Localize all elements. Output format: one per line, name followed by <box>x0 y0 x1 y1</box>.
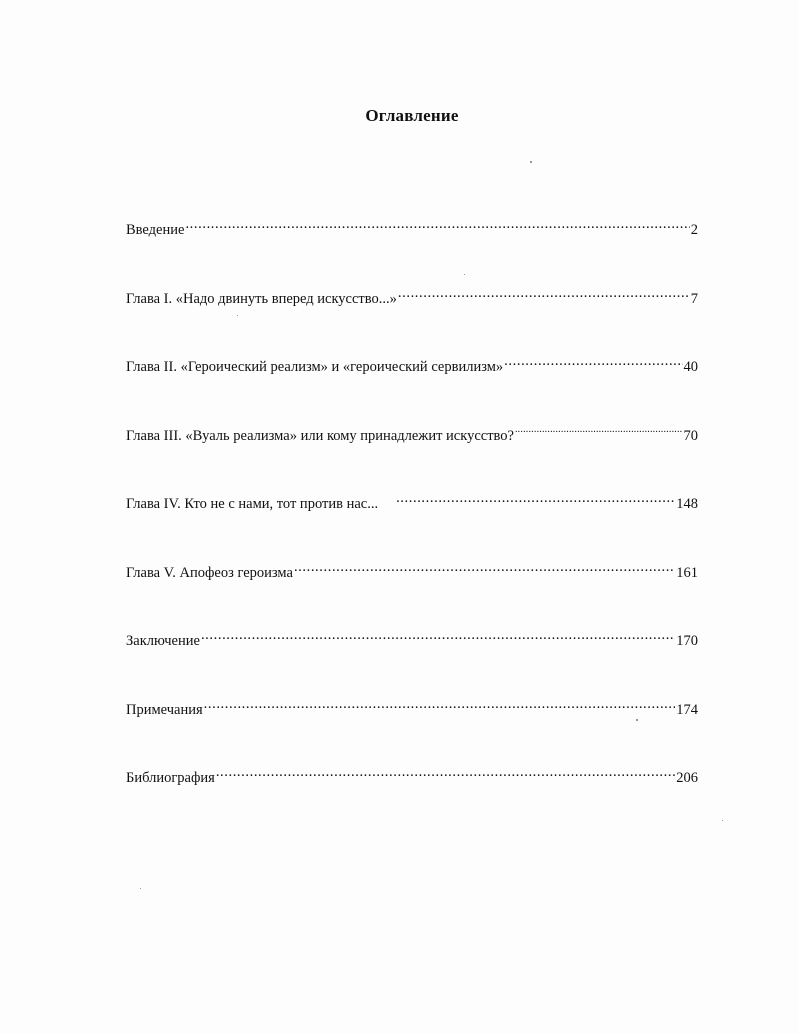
dot-leader <box>201 625 675 645</box>
toc-entry-label: Библиография <box>126 770 215 786</box>
scan-speck <box>636 719 638 721</box>
scan-speck <box>530 161 532 163</box>
toc-entry-page: 161 <box>676 564 698 581</box>
page-title: Оглавление <box>365 106 459 125</box>
toc-entry-chapter-2 <box>126 351 698 420</box>
toc-entry-bibliography <box>126 762 698 831</box>
scan-speck <box>722 820 723 821</box>
toc-entry-label: Глава V. Апофеоз героизма <box>126 564 293 581</box>
toc-entry-label: Глава IV. Кто не с нами, тот против нас... <box>126 496 379 512</box>
dot-leader <box>204 694 676 714</box>
toc-entry-label: Глава II. «Героический реализм» и «героический сервилизм» <box>126 359 504 375</box>
toc-entry-page: 70 <box>683 427 698 444</box>
scan-speck <box>237 315 238 316</box>
toc-entry-label: Глава III. «Вуаль реализма» или кому принадлежит искусство? <box>126 427 514 444</box>
toc-entry-notes <box>126 694 698 763</box>
dot-leader <box>294 557 675 577</box>
scan-speck <box>140 888 141 889</box>
toc-entry-page: 174 <box>676 701 698 718</box>
toc-entry-chapter-1 <box>126 283 698 352</box>
toc-entry-chapter-3 <box>126 420 698 489</box>
dot-leader <box>398 283 690 303</box>
toc-entry-page: 2 <box>690 222 698 238</box>
dot-leader <box>515 420 683 440</box>
toc-entry-label: Заключение <box>126 633 200 649</box>
toc-entry-page: 40 <box>683 359 698 375</box>
toc-entry-label: Введение <box>126 222 185 238</box>
toc-entry-page: 148 <box>676 496 698 512</box>
toc-entry-label: Примечания <box>126 701 203 718</box>
toc-entry-conclusion <box>126 625 698 694</box>
toc-entry-introduction <box>126 214 698 283</box>
toc-entry-page: 7 <box>690 290 698 307</box>
toc-entry-chapter-4 <box>126 488 698 557</box>
toc-entry-label: Глава I. «Надо двинуть вперед искусство...» <box>126 290 397 307</box>
toc-entry-chapter-5 <box>126 557 698 626</box>
dot-leader <box>185 214 689 234</box>
toc-entry-page: 170 <box>676 633 698 649</box>
dot-leader <box>504 351 682 371</box>
table-of-contents <box>126 214 698 831</box>
dot-leader <box>216 762 675 782</box>
toc-entry-page: 206 <box>676 770 698 786</box>
dot-leader <box>396 488 675 508</box>
scan-speck <box>464 274 465 275</box>
